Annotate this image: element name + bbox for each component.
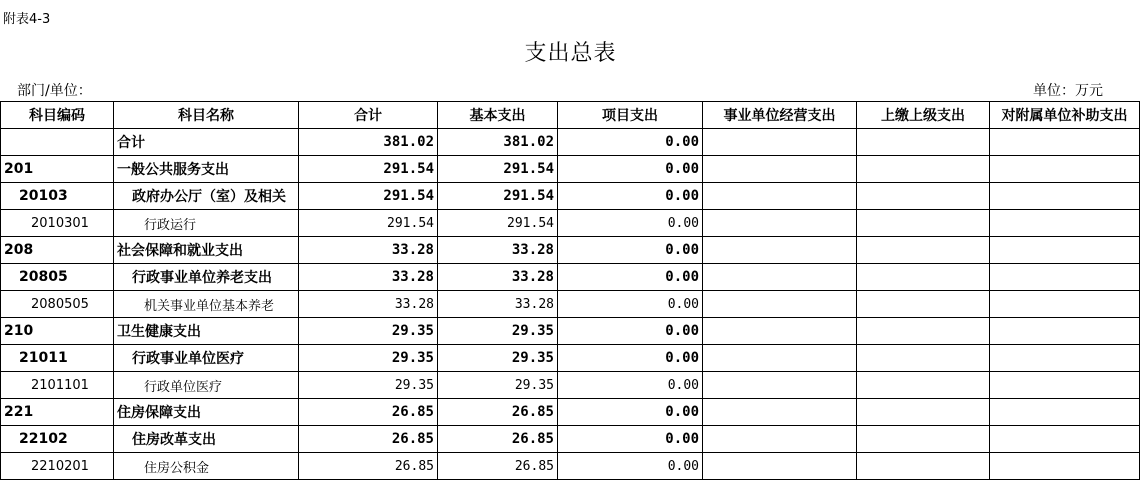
header-name: 科目名称 xyxy=(114,102,299,129)
cell-remit xyxy=(857,345,990,372)
unit-label: 单位：万元 xyxy=(1033,83,1103,99)
cell-project: 0.00 xyxy=(558,345,703,372)
cell-code: 20805 xyxy=(1,264,114,291)
cell-project: 0.00 xyxy=(558,399,703,426)
cell-subsidy xyxy=(990,426,1140,453)
cell-remit xyxy=(857,372,990,399)
cell-remit xyxy=(857,453,990,480)
cell-project: 0.00 xyxy=(558,210,703,237)
cell-name: 机关事业单位基本养老 xyxy=(114,291,299,318)
cell-code xyxy=(1,129,114,156)
cell-total: 29.35 xyxy=(299,372,438,399)
cell-business xyxy=(703,453,857,480)
cell-business xyxy=(703,345,857,372)
header-basic: 基本支出 xyxy=(438,102,558,129)
header-remit: 上缴上级支出 xyxy=(857,102,990,129)
table-header-row xyxy=(1,102,1140,129)
table-row xyxy=(1,129,1140,156)
header-subsidy: 对附属单位补助支出 xyxy=(990,102,1140,129)
cell-subsidy xyxy=(990,453,1140,480)
cell-total: 291.54 xyxy=(299,210,438,237)
cell-basic: 291.54 xyxy=(438,183,558,210)
cell-name: 社会保障和就业支出 xyxy=(114,237,299,264)
cell-basic: 33.28 xyxy=(438,264,558,291)
cell-code: 22102 xyxy=(1,426,114,453)
cell-code: 208 xyxy=(1,237,114,264)
cell-name: 行政单位医疗 xyxy=(114,372,299,399)
cell-business xyxy=(703,129,857,156)
cell-total: 291.54 xyxy=(299,156,438,183)
cell-basic: 291.54 xyxy=(438,156,558,183)
cell-name: 政府办公厅（室）及相关 xyxy=(114,183,299,210)
cell-name: 行政事业单位医疗 xyxy=(114,345,299,372)
cell-project: 0.00 xyxy=(558,264,703,291)
cell-code: 210 xyxy=(1,318,114,345)
cell-code: 221 xyxy=(1,399,114,426)
cell-subsidy xyxy=(990,210,1140,237)
cell-code: 2210201 xyxy=(1,453,114,480)
cell-business xyxy=(703,210,857,237)
cell-business xyxy=(703,237,857,264)
cell-business xyxy=(703,399,857,426)
cell-subsidy xyxy=(990,237,1140,264)
cell-business xyxy=(703,264,857,291)
cell-subsidy xyxy=(990,129,1140,156)
cell-project: 0.00 xyxy=(558,453,703,480)
cell-subsidy xyxy=(990,183,1140,210)
table-row xyxy=(1,291,1140,318)
table-row xyxy=(1,372,1140,399)
cell-business xyxy=(703,156,857,183)
cell-project: 0.00 xyxy=(558,237,703,264)
cell-basic: 381.02 xyxy=(438,129,558,156)
cell-remit xyxy=(857,399,990,426)
cell-remit xyxy=(857,237,990,264)
cell-subsidy xyxy=(990,264,1140,291)
cell-business xyxy=(703,318,857,345)
table-row xyxy=(1,318,1140,345)
cell-code: 21011 xyxy=(1,345,114,372)
department-label: 部门/单位： xyxy=(17,83,92,99)
cell-remit xyxy=(857,183,990,210)
cell-basic: 26.85 xyxy=(438,399,558,426)
cell-remit xyxy=(857,426,990,453)
cell-code: 20103 xyxy=(1,183,114,210)
cell-subsidy xyxy=(990,372,1140,399)
cell-total: 33.28 xyxy=(299,237,438,264)
table-row xyxy=(1,237,1140,264)
page-title: 支出总表 xyxy=(524,41,617,66)
cell-name: 住房公积金 xyxy=(114,453,299,480)
cell-total: 381.02 xyxy=(299,129,438,156)
cell-name: 住房保障支出 xyxy=(114,399,299,426)
table-row xyxy=(1,453,1140,480)
cell-business xyxy=(703,372,857,399)
cell-business xyxy=(703,426,857,453)
cell-name: 卫生健康支出 xyxy=(114,318,299,345)
cell-basic: 29.35 xyxy=(438,318,558,345)
header-total: 合计 xyxy=(299,102,438,129)
cell-name: 行政事业单位养老支出 xyxy=(114,264,299,291)
cell-business xyxy=(703,291,857,318)
cell-name: 住房改革支出 xyxy=(114,426,299,453)
cell-remit xyxy=(857,156,990,183)
cell-basic: 291.54 xyxy=(438,210,558,237)
cell-total: 26.85 xyxy=(299,453,438,480)
header-code: 科目编码 xyxy=(1,102,114,129)
table-row xyxy=(1,156,1140,183)
cell-subsidy xyxy=(990,345,1140,372)
expenditure-table xyxy=(0,101,1140,480)
cell-project: 0.00 xyxy=(558,318,703,345)
cell-basic: 26.85 xyxy=(438,453,558,480)
cell-remit xyxy=(857,129,990,156)
cell-total: 29.35 xyxy=(299,318,438,345)
cell-basic: 33.28 xyxy=(438,291,558,318)
cell-basic: 29.35 xyxy=(438,372,558,399)
table-row xyxy=(1,183,1140,210)
table-row xyxy=(1,264,1140,291)
cell-total: 26.85 xyxy=(299,426,438,453)
header-project: 项目支出 xyxy=(558,102,703,129)
cell-subsidy xyxy=(990,156,1140,183)
cell-project: 0.00 xyxy=(558,291,703,318)
table-row xyxy=(1,399,1140,426)
cell-total: 291.54 xyxy=(299,183,438,210)
cell-total: 33.28 xyxy=(299,291,438,318)
cell-remit xyxy=(857,210,990,237)
cell-code: 2010301 xyxy=(1,210,114,237)
cell-remit xyxy=(857,264,990,291)
cell-basic: 29.35 xyxy=(438,345,558,372)
cell-subsidy xyxy=(990,399,1140,426)
cell-name: 合计 xyxy=(114,129,299,156)
cell-project: 0.00 xyxy=(558,183,703,210)
cell-project: 0.00 xyxy=(558,372,703,399)
table-row xyxy=(1,426,1140,453)
cell-subsidy xyxy=(990,291,1140,318)
table-row xyxy=(1,210,1140,237)
cell-name: 一般公共服务支出 xyxy=(114,156,299,183)
cell-basic: 26.85 xyxy=(438,426,558,453)
cell-total: 26.85 xyxy=(299,399,438,426)
cell-name: 行政运行 xyxy=(114,210,299,237)
cell-code: 2080505 xyxy=(1,291,114,318)
cell-business xyxy=(703,183,857,210)
cell-project: 0.00 xyxy=(558,426,703,453)
cell-code: 2101101 xyxy=(1,372,114,399)
cell-code: 201 xyxy=(1,156,114,183)
cell-remit xyxy=(857,318,990,345)
header-business: 事业单位经营支出 xyxy=(703,102,857,129)
cell-project: 0.00 xyxy=(558,156,703,183)
attachment-label: 附表4-3 xyxy=(3,12,51,27)
table-row xyxy=(1,345,1140,372)
cell-project: 0.00 xyxy=(558,129,703,156)
cell-total: 29.35 xyxy=(299,345,438,372)
cell-total: 33.28 xyxy=(299,264,438,291)
cell-remit xyxy=(857,291,990,318)
cell-basic: 33.28 xyxy=(438,237,558,264)
cell-subsidy xyxy=(990,318,1140,345)
